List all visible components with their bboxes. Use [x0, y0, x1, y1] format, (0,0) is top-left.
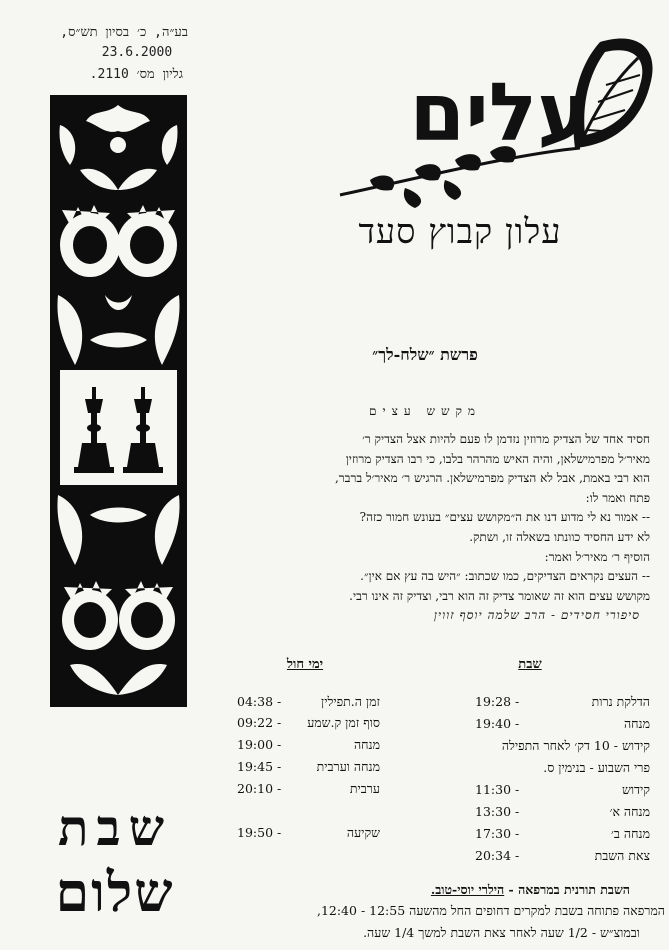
time-label: צאת השבת [594, 848, 650, 863]
time-value: 19:45 - [237, 759, 282, 774]
time-label: מנחה ב׳ [611, 826, 650, 841]
story-line: מקושש עצים הוא זה שאומר צדיק זה הוא רבי, וצדיק זה אינו רבי. [349, 588, 650, 603]
greeting-shabbat: שבת [58, 798, 172, 857]
table-row [235, 691, 380, 713]
table-row [390, 801, 650, 823]
greeting-shalom: שלום [55, 860, 175, 924]
story-body [200, 430, 650, 626]
clinic-duty-line [0, 882, 630, 898]
table-row [235, 756, 380, 778]
time-label: זמן ה.תפילין [321, 694, 380, 709]
story-line: -- אמור נא לי מדוע דנו את ה״מקושש עצים״ בעונש חמור כזה? [359, 510, 650, 525]
clinic-duty-name: הילרי יוסי-טוב. [430, 882, 505, 897]
time-value: 13:30 - [475, 804, 520, 819]
time-value: 20:10 - [237, 781, 282, 796]
table-row [235, 778, 380, 800]
shabbat-times-heading: שבת [518, 657, 542, 672]
time-label: סוף זמן ק.שמע [307, 715, 380, 730]
time-value: 19:28 - [475, 694, 520, 709]
time-value: 04:38 - [237, 694, 282, 709]
time-label: מנחה וערבית [316, 759, 380, 774]
clinic-hours-line: המרפאה פתוחה בשבת למקרים דחופים החל מהשעה 12:55 - 12:40, [316, 903, 665, 918]
time-value: 19:00 - [237, 737, 282, 752]
table-row [390, 779, 650, 801]
table-row [235, 734, 380, 756]
story-line: חסיד אחד של הצדיק מרוזין נזדמן לו פעם להיות אצל הצדיק ר׳ [362, 432, 650, 446]
newsletter-subtitle: עלון קבוץ סעד [358, 212, 562, 252]
time-label: פרי השבוע - בנימין ס. [543, 760, 650, 775]
time-value: 20:34 - [475, 848, 520, 863]
clinic-duty-prefix: השבת תורנית במרפאה - [504, 882, 630, 897]
story-source: סיפורי חסידים - הרב שלמה יוסף זווין [433, 608, 640, 623]
decorative-pomegranate-border [50, 95, 187, 707]
weekday-times-heading: ימי חול [286, 657, 324, 672]
story-line: -- העצים נקראים הצדיקים, כמו שכתוב: ״היש בה עץ אם אין״. [360, 569, 650, 584]
table-row [390, 757, 650, 779]
time-label: מנחה [623, 716, 650, 731]
time-value: 19:50 - [237, 825, 282, 840]
table-row [390, 735, 650, 757]
time-label: מנחה א׳ [609, 804, 650, 819]
story-line: הוא רבי באמת, אבל לא הצדיק מפרמישלאן. הרגיש ר׳ מאיר׳ל ברבר, [334, 471, 650, 486]
time-label: מנחה [353, 737, 380, 752]
time-value: 17:30 - [475, 826, 520, 841]
table-row [390, 823, 650, 845]
story-line: מאיר׳ל מפרמישלאן, והיה האיש מהרהר בלבו, כי רבו הצדיק מרוזין [345, 451, 650, 466]
weekday-times-table [235, 691, 380, 851]
shabbat-times-table [390, 691, 650, 871]
story-line: הוסיף ר׳ מאיר׳ל ואמר: [544, 549, 650, 564]
time-value: 09:22 - [237, 715, 282, 730]
clinic-motzash-line: ובמוצ״ש - 1/2 שעה לאחר צאת השבת למשך 1/4 שעה. [363, 925, 640, 940]
issue-number: גליון מס׳ 2110. [89, 67, 183, 82]
time-label: קידוש - 10 דק׳ לאחר התפילה [501, 738, 650, 753]
time-label: שקיעה [346, 825, 380, 840]
logo-text: עלים [409, 66, 591, 159]
table-row [390, 845, 650, 867]
table-row [235, 712, 380, 734]
table-row [390, 713, 650, 735]
story-title: מקשש עצים [368, 404, 482, 418]
story-line: פתח ואמר לו: [585, 490, 650, 505]
time-label: ערבית [349, 781, 380, 796]
newsletter-logo [330, 30, 660, 210]
time-label: הדלקת נרות [591, 694, 650, 709]
story-line: לא ידע החסיד כוונתו בשאלה זו, ושתק. [469, 529, 650, 544]
hebrew-date: בע״ה, כ׳ בסיון תש״ס, [60, 25, 188, 40]
gregorian-date: 23.6.2000 [101, 45, 173, 60]
time-label: קידוש [621, 782, 650, 797]
table-row [235, 822, 380, 844]
time-value: 19:40 - [475, 716, 520, 731]
parasha-title: פרשת ״שלח-לך״ [372, 345, 478, 364]
time-value: 11:30 - [475, 782, 520, 797]
table-row [390, 691, 650, 713]
